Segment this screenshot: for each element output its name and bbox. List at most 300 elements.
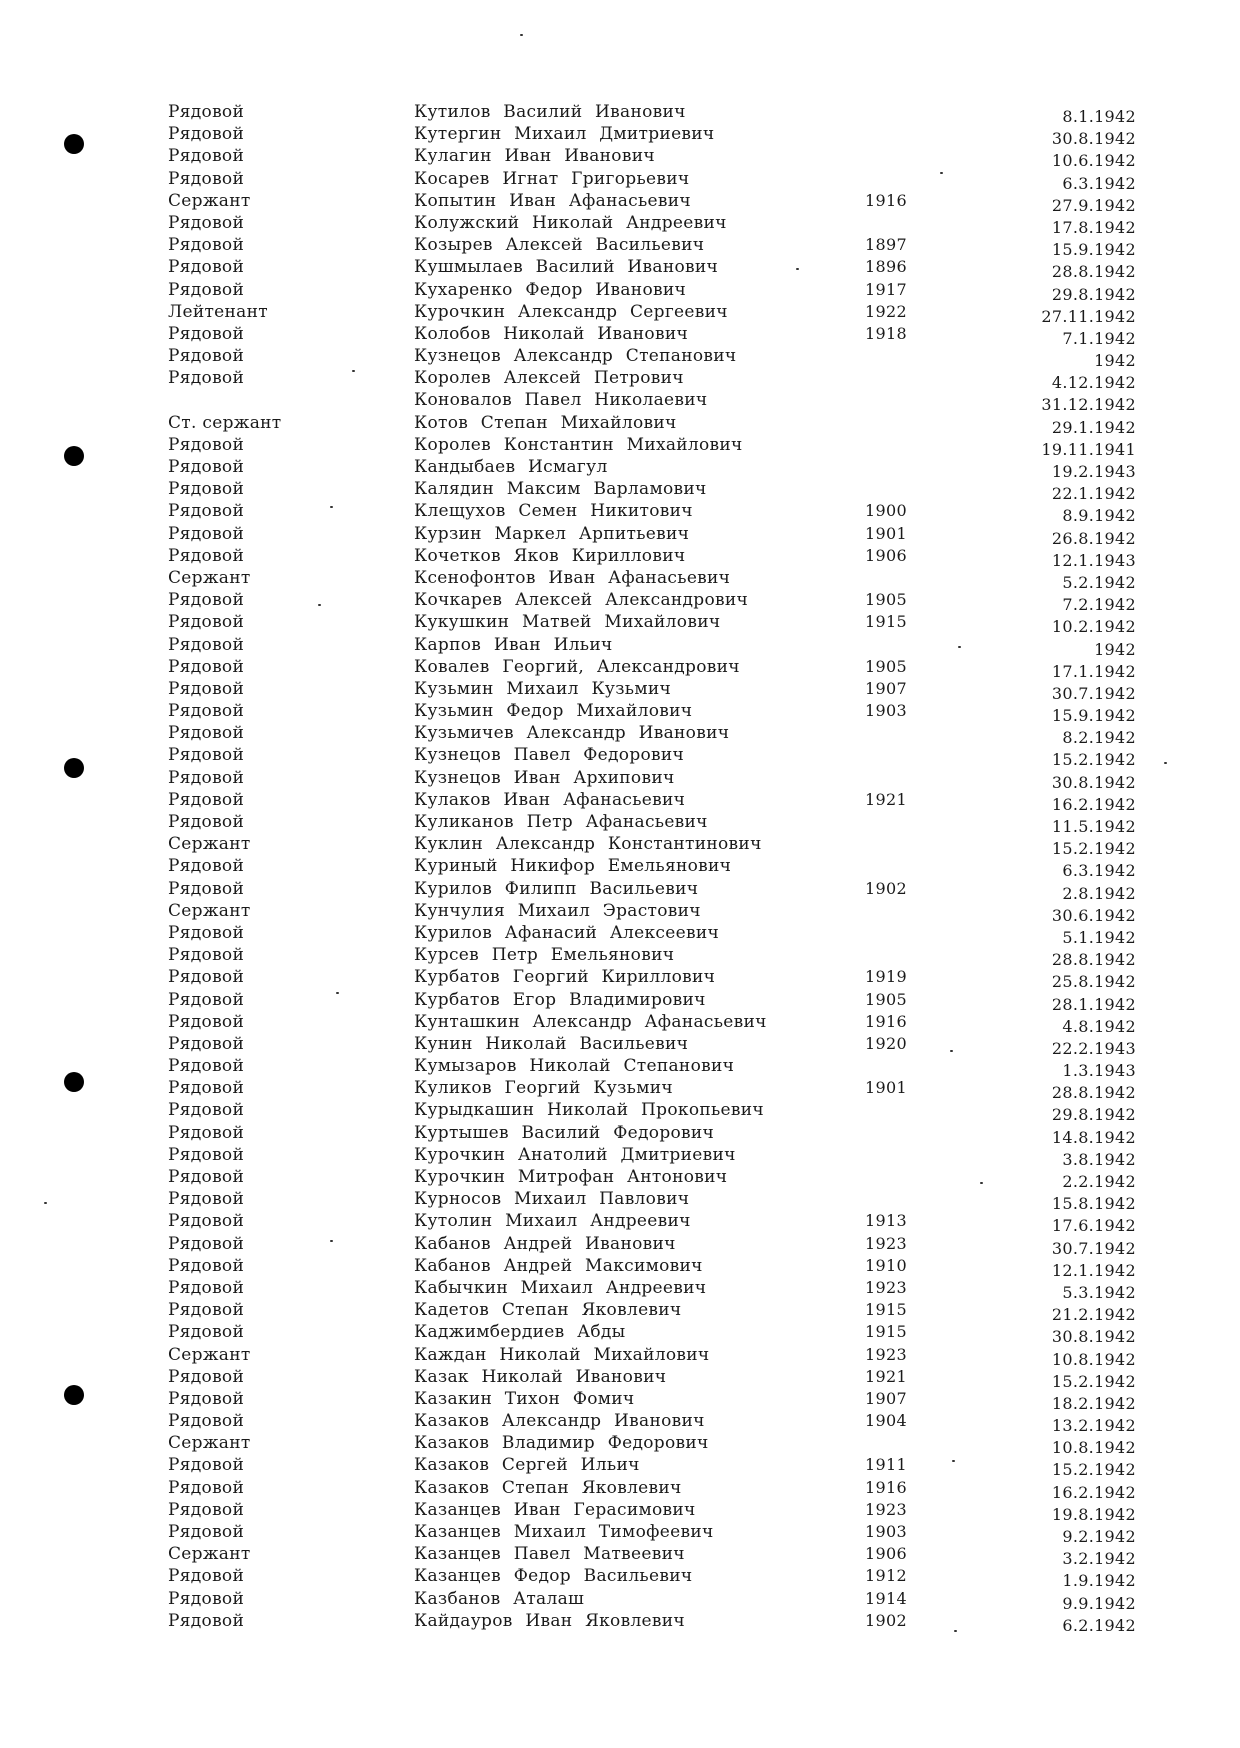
death-date-cell: 9.2.1942 xyxy=(1062,1527,1136,1546)
name-cell: Ковалев Георгий, Александрович xyxy=(414,656,740,677)
name-cell: Казакин Тихон Фомич xyxy=(414,1388,635,1409)
scan-speck xyxy=(520,34,523,36)
name-cell: Кузьмин Федор Михайлович xyxy=(414,701,693,722)
name-cell: Каджимбердиев Абды xyxy=(414,1322,626,1343)
rank-cell: Рядовой xyxy=(168,1366,245,1387)
list-row xyxy=(168,1033,1136,1058)
name-cell: Кушмылаев Василий Иванович xyxy=(414,257,719,278)
list-row xyxy=(168,989,1136,1014)
birth-year-cell: 1917 xyxy=(865,279,907,299)
rank-cell: Рядовой xyxy=(168,1100,245,1121)
birth-year-cell: 1902 xyxy=(865,878,907,898)
name-cell: Кузнецов Александр Степанович xyxy=(414,346,737,367)
death-date-cell: 30.8.1942 xyxy=(1051,1327,1136,1347)
rank-cell: Сержант xyxy=(168,567,251,588)
name-cell: Котов Степан Михайлович xyxy=(414,412,677,433)
name-cell: Кабанов Андрей Максимович xyxy=(414,1255,703,1276)
rank-cell: Рядовой xyxy=(168,457,245,477)
name-cell: Кандыбаев Исмагул xyxy=(414,457,608,477)
list-row xyxy=(168,434,1136,459)
list-row xyxy=(168,123,1136,149)
death-date-cell: 10.2.1942 xyxy=(1051,617,1136,637)
list-row xyxy=(168,279,1136,304)
rank-cell: Рядовой xyxy=(168,346,245,367)
list-row xyxy=(168,523,1136,548)
death-date-cell: 19.8.1942 xyxy=(1051,1504,1136,1524)
name-cell: Кунин Николай Васильевич xyxy=(414,1033,689,1054)
list-row xyxy=(168,367,1136,393)
death-date-cell: 31.12.1942 xyxy=(1041,395,1136,415)
list-row xyxy=(168,323,1136,348)
death-date-cell: 5.2.1942 xyxy=(1062,572,1136,592)
birth-year-cell: 1922 xyxy=(865,301,907,321)
death-date-cell: 2.8.1942 xyxy=(1062,883,1136,903)
rank-cell: Рядовой xyxy=(168,989,245,1010)
death-date-cell: 8.9.1942 xyxy=(1062,506,1136,526)
rank-cell: Рядовой xyxy=(168,1566,245,1587)
name-cell: Кузьмичев Александр Иванович xyxy=(414,723,730,744)
rank-cell: Рядовой xyxy=(168,945,245,966)
birth-year-cell: 1905 xyxy=(865,590,907,610)
rank-cell: Рядовой xyxy=(168,812,245,832)
list-row xyxy=(168,656,1136,681)
casualty-list xyxy=(168,101,1136,1635)
birth-year-cell: 1907 xyxy=(865,678,907,698)
death-date-cell: 6.2.1942 xyxy=(1062,1615,1136,1635)
list-row xyxy=(168,1454,1136,1480)
rank-cell: Рядовой xyxy=(168,124,245,145)
list-row xyxy=(168,922,1136,947)
name-cell: Кулагин Иван Иванович xyxy=(414,146,655,167)
death-date-cell: 15.2.1942 xyxy=(1051,1371,1136,1391)
list-row xyxy=(168,1011,1136,1036)
name-cell: Курзин Маркел Арпитьевич xyxy=(414,523,690,544)
death-date-cell: 22.2.1943 xyxy=(1051,1038,1136,1058)
death-date-cell: 1942 xyxy=(1094,351,1136,371)
death-date-cell: 3.2.1942 xyxy=(1062,1549,1136,1569)
name-cell: Колобов Николай Иванович xyxy=(414,323,688,344)
rank-cell: Рядовой xyxy=(168,168,245,189)
death-date-cell: 29.8.1942 xyxy=(1051,284,1136,304)
list-row xyxy=(168,545,1136,570)
rank-cell: Рядовой xyxy=(168,1233,245,1254)
list-row xyxy=(168,567,1136,592)
name-cell: Курочкин Митрофан Антонович xyxy=(414,1167,728,1187)
birth-year-cell: 1919 xyxy=(865,967,907,987)
rank-cell: Рядовой xyxy=(168,1388,245,1409)
death-date-cell: 1942 xyxy=(1094,639,1136,659)
death-date-cell: 15.2.1942 xyxy=(1051,1460,1136,1480)
birth-year-cell: 1897 xyxy=(865,235,907,255)
birth-year-cell: 1923 xyxy=(865,1344,907,1364)
birth-year-cell: 1923 xyxy=(865,1277,907,1297)
list-row xyxy=(168,1188,1136,1214)
name-cell: Казаков Александр Иванович xyxy=(414,1411,705,1432)
death-date-cell: 17.1.1942 xyxy=(1051,661,1136,681)
death-date-cell: 6.3.1942 xyxy=(1062,173,1136,193)
rank-cell: Рядовой xyxy=(168,1455,245,1476)
death-date-cell: 28.8.1942 xyxy=(1051,262,1136,282)
punch-hole xyxy=(64,758,84,778)
death-date-cell: 22.1.1942 xyxy=(1051,484,1136,504)
list-row xyxy=(168,1277,1136,1302)
rank-cell: Рядовой xyxy=(168,235,245,256)
birth-year-cell: 1921 xyxy=(865,1366,907,1386)
birth-year-cell: 1905 xyxy=(865,989,907,1009)
list-row xyxy=(168,190,1136,215)
list-row xyxy=(168,145,1136,171)
birth-year-cell: 1918 xyxy=(865,323,907,343)
birth-year-cell: 1903 xyxy=(865,1522,907,1541)
death-date-cell: 13.2.1942 xyxy=(1051,1416,1136,1436)
birth-year-cell: 1905 xyxy=(865,656,907,676)
death-date-cell: 12.1.1943 xyxy=(1051,550,1136,570)
birth-year-cell: 1921 xyxy=(865,789,907,809)
list-row xyxy=(168,234,1136,260)
rank-cell: Рядовой xyxy=(168,878,245,899)
rank-cell: Рядовой xyxy=(168,1411,245,1432)
name-cell: Козырев Алексей Васильевич xyxy=(414,235,705,256)
rank-cell: Рядовой xyxy=(168,967,245,988)
death-date-cell: 10.8.1942 xyxy=(1051,1349,1136,1369)
name-cell: Куклин Александр Константинович xyxy=(414,834,762,855)
rank-cell: Рядовой xyxy=(168,1499,245,1520)
name-cell: Кузьмин Михаил Кузьмич xyxy=(414,678,672,699)
death-date-cell: 15.2.1942 xyxy=(1051,750,1136,770)
list-row xyxy=(168,1077,1136,1103)
rank-cell: Рядовой xyxy=(168,146,245,167)
rank-cell: Рядовой xyxy=(168,479,245,500)
name-cell: Курилов Филипп Васильевич xyxy=(414,878,699,899)
death-date-cell: 25.8.1942 xyxy=(1051,972,1136,992)
death-date-cell: 19.11.1941 xyxy=(1041,439,1136,459)
birth-year-cell: 1913 xyxy=(865,1211,907,1231)
rank-cell: Рядовой xyxy=(168,1056,245,1077)
name-cell: Косарев Игнат Григорьевич xyxy=(414,168,690,189)
list-row xyxy=(168,1410,1136,1436)
list-row xyxy=(168,345,1136,371)
death-date-cell: 17.6.1942 xyxy=(1051,1216,1136,1236)
birth-year-cell: 1915 xyxy=(865,612,907,632)
name-cell: Копытин Иван Афанасьевич xyxy=(414,190,691,211)
name-cell: Курсев Петр Емельянович xyxy=(414,945,675,966)
death-date-cell: 8.1.1942 xyxy=(1062,107,1136,126)
list-row xyxy=(168,1099,1136,1125)
list-row xyxy=(168,1144,1136,1169)
name-cell: Кутергин Михаил Дмитриевич xyxy=(414,124,715,145)
list-row xyxy=(168,678,1136,703)
list-row xyxy=(168,611,1136,637)
name-cell: Курбатов Егор Владимирович xyxy=(414,989,706,1010)
birth-year-cell: 1907 xyxy=(865,1388,907,1408)
rank-cell: Рядовой xyxy=(168,1078,245,1099)
death-date-cell: 7.2.1942 xyxy=(1062,595,1136,615)
rank-cell: Рядовой xyxy=(168,767,245,788)
birth-year-cell: 1902 xyxy=(865,1610,907,1630)
name-cell: Куриный Никифор Емельянович xyxy=(414,856,732,877)
rank-cell: Рядовой xyxy=(168,1167,245,1187)
rank-cell: Рядовой xyxy=(168,1522,245,1542)
death-date-cell: 30.8.1942 xyxy=(1051,129,1136,149)
list-row xyxy=(168,900,1136,925)
rank-cell: Сержант xyxy=(168,1433,251,1454)
name-cell: Казак Николай Иванович xyxy=(414,1366,667,1387)
rank-cell: Сержант xyxy=(168,1344,251,1365)
birth-year-cell: 1900 xyxy=(865,501,907,521)
death-date-cell: 29.1.1942 xyxy=(1051,417,1136,437)
rank-cell: Рядовой xyxy=(168,257,245,278)
list-row xyxy=(168,1432,1136,1458)
rank-cell: Рядовой xyxy=(168,323,245,344)
birth-year-cell: 1906 xyxy=(865,1544,907,1564)
list-row xyxy=(168,767,1136,792)
list-row xyxy=(168,1344,1136,1369)
list-row xyxy=(168,855,1136,881)
rank-cell: Рядовой xyxy=(168,1322,245,1343)
birth-year-cell: 1910 xyxy=(865,1255,907,1275)
birth-year-cell: 1914 xyxy=(865,1588,907,1608)
list-row xyxy=(168,1321,1136,1347)
name-cell: Кочкарев Алексей Александрович xyxy=(414,590,749,611)
rank-cell: Рядовой xyxy=(168,1588,245,1609)
rank-cell: Рядовой xyxy=(168,656,245,677)
birth-year-cell: 1923 xyxy=(865,1499,907,1519)
death-date-cell: 4.8.1942 xyxy=(1062,1016,1136,1036)
name-cell: Ксенофонтов Иван Афанасьевич xyxy=(414,567,731,588)
rank-cell: Сержант xyxy=(168,190,251,211)
list-row xyxy=(168,1255,1136,1280)
rank-cell: Рядовой xyxy=(168,590,245,611)
death-date-cell: 17.8.1942 xyxy=(1051,217,1136,237)
rank-cell: Рядовой xyxy=(168,612,245,633)
rank-cell: Рядовой xyxy=(168,856,245,877)
rank-cell: Рядовой xyxy=(168,701,245,722)
name-cell: Кабычкин Михаил Андреевич xyxy=(414,1277,707,1298)
scan-speck xyxy=(1164,762,1167,764)
death-date-cell: 15.9.1942 xyxy=(1051,240,1136,260)
name-cell: Кулаков Иван Афанасьевич xyxy=(414,789,686,810)
birth-year-cell: 1904 xyxy=(865,1411,907,1431)
birth-year-cell: 1916 xyxy=(865,1477,907,1497)
name-cell: Кутолин Михаил Андреевич xyxy=(414,1211,691,1232)
list-row xyxy=(168,168,1136,193)
death-date-cell: 16.2.1942 xyxy=(1051,1482,1136,1502)
death-date-cell: 21.2.1942 xyxy=(1051,1305,1136,1325)
list-row xyxy=(168,478,1136,504)
list-row xyxy=(168,1543,1136,1569)
list-row xyxy=(168,966,1136,992)
name-cell: Курилов Афанасий Алексеевич xyxy=(414,922,719,943)
death-date-cell: 5.3.1942 xyxy=(1062,1282,1136,1302)
birth-year-cell: 1916 xyxy=(865,190,907,210)
rank-cell: Рядовой xyxy=(168,1300,245,1321)
name-cell: Карпов Иван Ильич xyxy=(414,634,613,655)
death-date-cell: 7.1.1942 xyxy=(1062,328,1136,348)
name-cell: Кайдауров Иван Яковлевич xyxy=(414,1610,685,1631)
rank-cell: Рядовой xyxy=(168,634,245,655)
rank-cell: Рядовой xyxy=(168,1277,245,1298)
name-cell: Кочетков Яков Кириллович xyxy=(414,545,686,566)
rank-cell: Сержант xyxy=(168,834,251,855)
rank-cell: Рядовой xyxy=(168,102,245,122)
death-date-cell: 1.9.1942 xyxy=(1062,1571,1136,1591)
rank-cell: Рядовой xyxy=(168,723,245,744)
list-row xyxy=(168,1588,1136,1613)
death-date-cell: 19.2.1943 xyxy=(1051,462,1136,481)
name-cell: Калядин Максим Варламович xyxy=(414,479,707,500)
death-date-cell: 30.8.1942 xyxy=(1051,772,1136,792)
rank-cell: Рядовой xyxy=(168,545,245,566)
death-date-cell: 30.7.1942 xyxy=(1051,683,1136,703)
list-row xyxy=(168,634,1136,659)
death-date-cell: 28.8.1942 xyxy=(1051,950,1136,970)
birth-year-cell: 1911 xyxy=(865,1455,907,1475)
list-row xyxy=(168,456,1136,481)
name-cell: Каждан Николай Михайлович xyxy=(414,1344,710,1365)
name-cell: Куртышев Василий Федорович xyxy=(414,1122,715,1143)
death-date-cell: 30.6.1942 xyxy=(1051,905,1136,925)
list-row xyxy=(168,1565,1136,1591)
name-cell: Королев Константин Михайлович xyxy=(414,434,743,455)
rank-cell: Сержант xyxy=(168,1544,251,1565)
list-row xyxy=(168,1233,1136,1258)
birth-year-cell: 1912 xyxy=(865,1566,907,1586)
name-cell: Кабанов Андрей Иванович xyxy=(414,1233,676,1254)
birth-year-cell: 1896 xyxy=(865,257,907,277)
list-row xyxy=(168,789,1136,814)
death-date-cell: 27.9.1942 xyxy=(1051,195,1136,215)
list-row xyxy=(168,1166,1136,1191)
list-row xyxy=(168,1499,1136,1524)
list-row xyxy=(168,1366,1136,1391)
birth-year-cell: 1915 xyxy=(865,1322,907,1342)
name-cell: Казанцев Михаил Тимофеевич xyxy=(414,1522,714,1542)
death-date-cell: 29.8.1942 xyxy=(1051,1105,1136,1125)
birth-year-cell: 1901 xyxy=(865,523,907,543)
rank-cell: Рядовой xyxy=(168,368,245,389)
name-cell: Казаков Владимир Федорович xyxy=(414,1433,709,1454)
list-row xyxy=(168,500,1136,526)
death-date-cell: 9.9.1942 xyxy=(1062,1593,1136,1613)
name-cell: Казбанов Аталаш xyxy=(414,1588,585,1609)
name-cell: Куликов Георгий Кузьмич xyxy=(414,1078,673,1099)
list-row xyxy=(168,1610,1136,1635)
name-cell: Кунчулия Михаил Эрастович xyxy=(414,900,701,921)
name-cell: Казанцев Федор Васильевич xyxy=(414,1566,693,1587)
name-cell: Казанцев Иван Герасимович xyxy=(414,1499,696,1520)
rank-cell: Рядовой xyxy=(168,1610,245,1631)
list-row xyxy=(168,744,1136,770)
birth-year-cell: 1906 xyxy=(865,545,907,565)
death-date-cell: 11.5.1942 xyxy=(1051,817,1136,836)
list-row xyxy=(168,589,1136,615)
punch-hole xyxy=(64,446,84,466)
name-cell: Коновалов Павел Николаевич xyxy=(414,390,708,411)
death-date-cell: 15.2.1942 xyxy=(1051,839,1136,859)
list-row xyxy=(168,1388,1136,1413)
death-date-cell: 30.7.1942 xyxy=(1051,1238,1136,1258)
rank-cell: Ст. сержант xyxy=(168,412,282,433)
list-row xyxy=(168,700,1136,726)
name-cell: Курыдкашин Николай Прокопьевич xyxy=(414,1100,764,1121)
death-date-cell: 15.9.1942 xyxy=(1051,706,1136,726)
list-row xyxy=(168,301,1136,326)
rank-cell: Лейтенант xyxy=(168,301,268,322)
rank-cell: Рядовой xyxy=(168,523,245,544)
list-row xyxy=(168,1122,1136,1147)
list-row xyxy=(168,1055,1136,1081)
death-date-cell: 5.1.1942 xyxy=(1062,927,1136,947)
name-cell: Кумызаров Николай Степанович xyxy=(414,1056,735,1077)
death-date-cell: 12.1.1942 xyxy=(1051,1260,1136,1280)
rank-cell: Рядовой xyxy=(168,1255,245,1276)
name-cell: Курносов Михаил Павлович xyxy=(414,1189,690,1210)
name-cell: Кузнецов Иван Архипович xyxy=(414,767,675,788)
name-cell: Клещухов Семен Никитович xyxy=(414,501,693,522)
death-date-cell: 4.12.1942 xyxy=(1051,373,1136,393)
list-row xyxy=(168,256,1136,282)
list-row xyxy=(168,212,1136,237)
rank-cell: Рядовой xyxy=(168,434,245,455)
death-date-cell: 15.8.1942 xyxy=(1051,1194,1136,1214)
name-cell: Кухаренко Федор Иванович xyxy=(414,279,687,300)
punch-hole xyxy=(64,1385,84,1405)
name-cell: Кузнецов Павел Федорович xyxy=(414,745,685,766)
rank-cell: Рядовой xyxy=(168,789,245,810)
rank-cell: Рядовой xyxy=(168,922,245,943)
death-date-cell: 14.8.1942 xyxy=(1051,1127,1136,1147)
list-row xyxy=(168,101,1136,126)
death-date-cell: 3.8.1942 xyxy=(1062,1149,1136,1169)
rank-cell: Рядовой xyxy=(168,1189,245,1210)
rank-cell: Рядовой xyxy=(168,678,245,699)
rank-cell: Сержант xyxy=(168,900,251,921)
punch-hole xyxy=(64,1072,84,1092)
list-row xyxy=(168,811,1136,836)
birth-year-cell: 1915 xyxy=(865,1300,907,1320)
name-cell: Кадетов Степан Яковлевич xyxy=(414,1300,682,1321)
rank-cell: Рядовой xyxy=(168,1011,245,1032)
name-cell: Казаков Степан Яковлевич xyxy=(414,1477,682,1498)
list-row xyxy=(168,722,1136,748)
punch-hole xyxy=(64,134,84,154)
death-date-cell: 1.3.1943 xyxy=(1062,1061,1136,1081)
death-date-cell: 18.2.1942 xyxy=(1051,1393,1136,1413)
rank-cell: Рядовой xyxy=(168,501,245,522)
death-date-cell: 28.8.1942 xyxy=(1051,1083,1136,1103)
scan-speck xyxy=(44,1202,47,1204)
death-date-cell: 10.8.1942 xyxy=(1051,1438,1136,1458)
name-cell: Куликанов Петр Афанасьевич xyxy=(414,812,708,832)
name-cell: Курочкин Анатолий Дмитриевич xyxy=(414,1144,736,1165)
death-date-cell: 16.2.1942 xyxy=(1051,794,1136,814)
name-cell: Казанцев Павел Матвеевич xyxy=(414,1544,685,1565)
rank-cell: Рядовой xyxy=(168,1122,245,1143)
name-cell: Кунташкин Александр Афанасьевич xyxy=(414,1011,767,1032)
birth-year-cell: 1901 xyxy=(865,1078,907,1098)
death-date-cell: 28.1.1942 xyxy=(1051,994,1136,1014)
list-row xyxy=(168,878,1136,903)
list-row xyxy=(168,833,1136,859)
birth-year-cell: 1923 xyxy=(865,1233,907,1253)
list-row xyxy=(168,1299,1136,1325)
name-cell: Кукушкин Матвей Михайлович xyxy=(414,612,721,633)
list-row xyxy=(168,1521,1136,1546)
birth-year-cell: 1920 xyxy=(865,1033,907,1053)
name-cell: Казаков Сергей Ильич xyxy=(414,1455,640,1476)
rank-cell: Рядовой xyxy=(168,279,245,300)
rank-cell: Рядовой xyxy=(168,1033,245,1054)
